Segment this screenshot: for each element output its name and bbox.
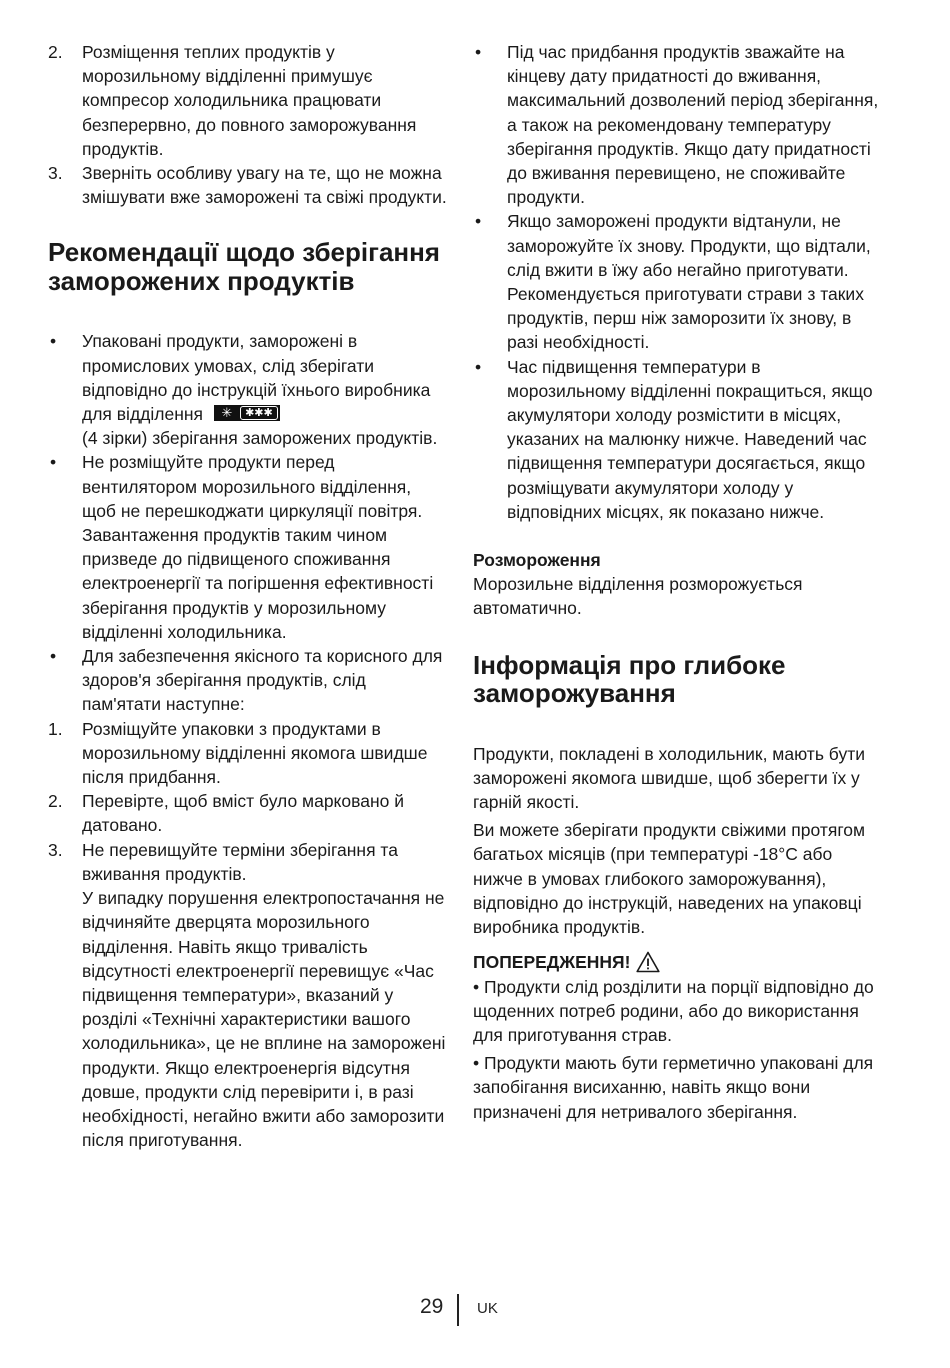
bullet-item-text: Під час придбання продуктів зважайте на кінцеву дату придатності до вживання, максимальний дозволений період зберігання, а також на рекомендовану температуру зберігання продуктів. Якщо дату придатності до вживання перевищено, не споживайте продукти. [507, 42, 879, 208]
defrost-text: Морозильне відділення розморожується автоматично. [473, 574, 803, 619]
language-code: UK [477, 1300, 498, 1317]
page-number: 29 [420, 1295, 444, 1318]
bullet-item-text: Якщо заморожені продукти відтанули, не заморожуйте їх знову. Продукти, що відтали, слід вжити в їжу або негайно приготувати. Рекомендується приготувати страви з таких продуктів, перш ніж заморозити їх знову, в разі необхідності. [507, 211, 871, 353]
warning-triangle-icon [636, 951, 660, 973]
list-number: 2. [48, 791, 63, 812]
warning-heading [473, 950, 883, 974]
warning-item: • Продукти мають бути герметично упаковані для запобігання висиханню, навіть якщо вони призначені для нетривалого зберігання. [473, 1053, 874, 1122]
right-column [473, 40, 883, 1124]
left-column [48, 40, 448, 1152]
bullet-item-text: Для забезпечення якісного та корисного для здоров'я зберігання продуктів, слід пам'ятати наступне: [82, 646, 443, 715]
bullet-item [473, 40, 883, 209]
bullet-item-text: Час підвищення температури в морозильному відділенні покращиться, якщо акумулятори холоду розмістити в місцях, указаних на малюнку нижче. Наведений час підвищення температури досягається, якщо розміщувати акумулятори холоду у відповідних місцях, як показано нижче. [507, 356, 873, 522]
list-item [48, 789, 448, 837]
bullet-text-part: (4 зірки) зберігання заморожених продуктів. [82, 428, 438, 449]
list-number: 3. [48, 839, 63, 860]
list-number: 3. [48, 163, 63, 184]
bullet-marker: • [50, 646, 57, 667]
bullet-marker: • [475, 42, 482, 62]
list-item-text: Розміщуйте упаковки з продуктами в морозильному відділенні якомога швидше після придбання. [82, 718, 428, 788]
list-item [48, 717, 448, 790]
defrost-subheading: Розмороження [473, 550, 601, 571]
list-item [48, 40, 448, 161]
bullet-marker: • [50, 331, 57, 352]
bullet-marker: • [50, 452, 57, 473]
three-stars-icon: ✱✱✱ [240, 406, 278, 420]
snowflake-icon: ✳ [221, 405, 233, 421]
list-item [48, 161, 448, 209]
bullet-item-text [82, 329, 448, 450]
bullet-item-text: Не розміщуйте продукти перед вентилятором морозильного відділення, щоб не перешкоджати циркуляції повітря. Завантаження продуктів таким чином призведе до підвищеного споживання електроенергії та погіршення ефективності зберігання продуктів у морозильному відділенні холодильника. [82, 452, 434, 642]
warning-item: • Продукти слід розділити на порції відповідно до щоденних потреб родини, або до використання для приготування страв. [473, 976, 874, 1045]
list-item-text [82, 838, 448, 1153]
list-number: 1. [48, 718, 63, 739]
section-heading-deep-freeze: Інформація про глибоке заморожування [473, 649, 786, 709]
four-star-freezer-icon [214, 405, 280, 421]
warning-title: ПОПЕРЕДЖЕННЯ! [473, 952, 631, 973]
paragraph: Ви можете зберігати продукти свіжими протягом багатьох місяців (при температурі -18°C або нижче в умовах глибокого заморожування), відповідно до інструкцій, наведених на упаковці виробника продуктів. [473, 820, 866, 938]
footer-divider [457, 1294, 459, 1326]
bullet-item [473, 355, 883, 524]
list-item-text: Перевірте, щоб вміст було марковано й датовано. [82, 791, 405, 836]
power-outage-note: У випадку порушення електропостачання не відчиняйте дверцята морозильного відділення. Навіть якщо тривалість відсутності електроенергії перевищує «Час підвищення температури», вказаний у розділі «Технічні характеристики вашого холодильника», це не вплине на заморожені продукти. Якщо електроенергія відсутня довше, продукти слід перевірити і, в разі необхідності, негайно вжити або заморозити після приготування. [82, 888, 446, 1151]
bullet-item [48, 450, 448, 644]
paragraph: Продукти, покладені в холодильник, мають бути заморожені якомога швидше, щоб зберегти їх у гарній якості. [473, 743, 865, 813]
bullet-item [48, 329, 448, 450]
list-item-text: Розміщення теплих продуктів у морозильному відділенні примушує компресор холодильника працювати безперервно, до повного заморожування продуктів. [82, 42, 417, 159]
page-footer [0, 1294, 950, 1330]
bullet-text-part: Упаковані продукти, заморожені в промислових умовах, слід зберігати відповідно до інструкцій їхнього виробника для відділення [82, 331, 431, 425]
section-heading-frozen-storage: Рекомендації щодо зберігання заморожених продуктів [48, 237, 440, 296]
list-item-text: Зверніть особливу увагу на те, що не можна змішувати вже заморожені та свіжі продукти. [82, 163, 447, 208]
list-item [48, 838, 448, 1153]
bullet-item [473, 209, 883, 354]
list-number: 2. [48, 42, 63, 62]
bullet-marker: • [475, 211, 482, 232]
list-item-text-main: Не перевищуйте терміни зберігання та вживання продуктів. [82, 839, 398, 884]
bullet-item [48, 644, 448, 717]
bullet-marker: • [475, 356, 482, 377]
